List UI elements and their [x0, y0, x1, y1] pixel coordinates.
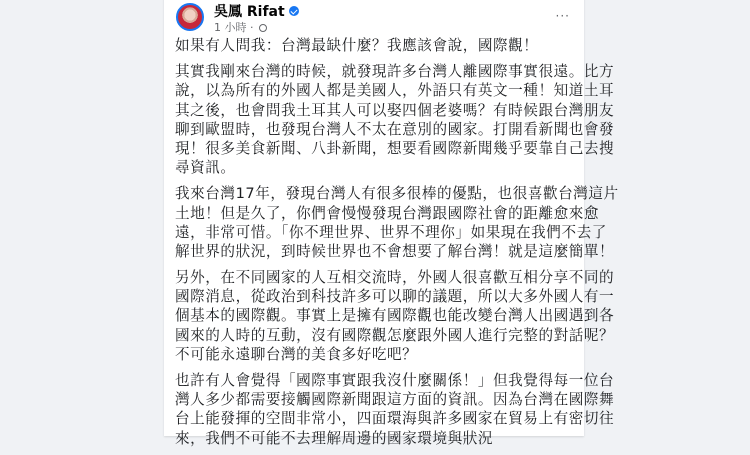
- author-name-link[interactable]: [214, 4, 299, 20]
- post-text-line: 解世界的狀況，到時候世界也不會想要了解台灣！就是這麼簡單！: [175, 242, 615, 260]
- post-text-line: 遠，非常可惜。「你不理世界、世界不理你」如果現在我們不去了: [175, 223, 607, 241]
- post-meta: [214, 21, 267, 34]
- post-text-line: 我來台灣17年，發現台灣人有很多很棒的優點，也很喜歡台灣這片: [175, 185, 619, 203]
- post-paragraph: [175, 62, 615, 177]
- avatar[interactable]: [176, 3, 204, 31]
- post-text-line: 現！很多美食新聞、八卦新聞，想要看國際新聞幾乎要靠自己去搜: [175, 139, 615, 157]
- post-text-line: 不可能永遠聊台灣的美食多好吃吧？: [175, 345, 418, 363]
- post-text-line: 國來的人時的互動，沒有國際觀怎麼跟外國人進行完整的對話呢？: [175, 326, 615, 344]
- post-text-line: 土地！但是久了，你們會慢慢發現台灣跟國際社會的距離愈來愈: [175, 204, 600, 222]
- post-text-line: 如果有人問我：台灣最缺什麼？我應該會說，國際觀！: [175, 37, 539, 54]
- post-header: [176, 0, 576, 36]
- globe-icon: [259, 24, 267, 32]
- verified-badge-icon: [289, 6, 299, 16]
- post-text-line: 灣人多少都需要接觸國際新聞跟這方面的資訊。因為台灣在國際舞: [175, 391, 615, 409]
- post-paragraph: [175, 36, 577, 55]
- post-paragraph: [175, 371, 615, 448]
- post-text-line: 說，以為所有的外國人都是美國人，外語只有英文一種！知道土耳: [175, 82, 615, 100]
- post-paragraph: [175, 184, 619, 261]
- post-paragraph: [175, 268, 615, 364]
- post-text-line: 個基本的國際觀。事實上是擁有國際觀也能改變台灣人出國遇到各: [175, 307, 615, 325]
- post-text-line: 國際消息，從政治到科技許多可以聊的議題，所以大多外國人有一: [175, 288, 615, 306]
- post-text-line: 來，我們不可能不去理解周邊的國家環境與狀況: [175, 429, 494, 447]
- timestamp-link[interactable]: 1 小時: [214, 21, 247, 34]
- meta-separator: ·: [250, 21, 254, 34]
- more-options-icon[interactable]: ···: [555, 9, 570, 23]
- post-text-line: 其實我剛來台灣的時候，就發現許多台灣人離國際事實很遠。比方: [175, 63, 615, 81]
- post-card: [164, 0, 619, 447]
- post-text-line: 其之後，也會問我土耳其人可以娶四個老婆嗎？有時候跟台灣朋友: [175, 101, 615, 119]
- author-name: 吳鳳 Rifat: [214, 4, 285, 20]
- post-text-line: 另外，在不同國家的人互相交流時，外國人很喜歡互相分享不同的: [175, 269, 615, 287]
- post-text-line: 尋資訊。: [175, 159, 236, 177]
- post-text-line: 聊到歐盟時，也發現台灣人不太在意別的國家。打開看新聞也會發: [175, 120, 615, 138]
- post-text-line: 也許有人會覺得「國際事實跟我沒什麼關係！」但我覺得每一位台: [175, 372, 615, 389]
- post-body: [175, 36, 619, 455]
- post-text-line: 台上能發揮的空間非常小，四面環海與許多國家在貿易上有密切往: [175, 410, 615, 428]
